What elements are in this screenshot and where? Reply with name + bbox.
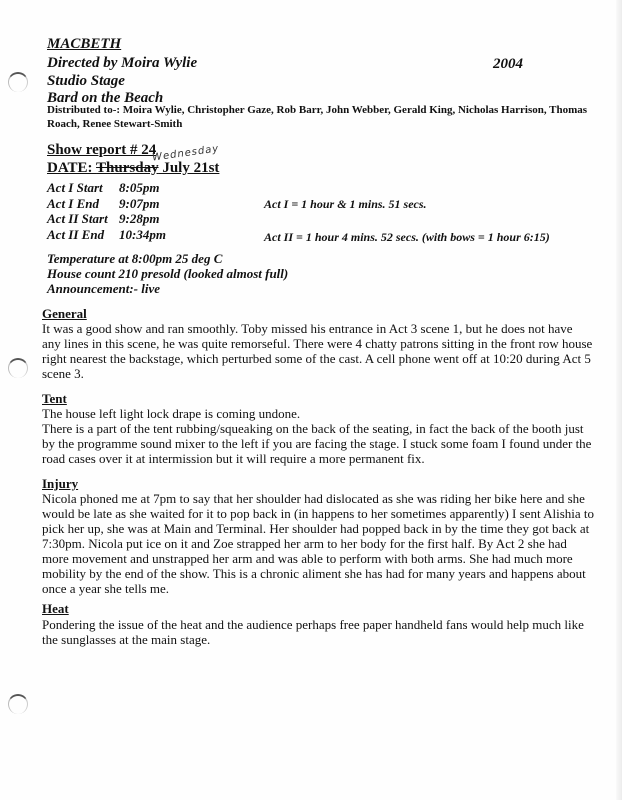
temperature: Temperature at 8:00pm 25 deg C xyxy=(47,251,223,266)
section-heading-general: General xyxy=(42,306,87,321)
act-times-table xyxy=(47,180,166,242)
section-body-injury: Nicola phoned me at 7pm to say that her shoulder had dislocated as she was riding her bike here and she would be late as she waited for it to pop back in (in happens to her sometimes apparently) I sent Alishia to pick her up, she was at Main and Terminal. Her shoulder had popped back in by the time they got back at 7:30pm. Nicola put ice on it and Zoe strapped her arm to her body for the first half. By Act 2 she had more movement and unstrapped her arm and was able to perform with both arms. She had much more mobility by the end of the show. This is a chronic aliment she has had for many years and happens about once a year she tells me. xyxy=(42,491,595,596)
act-time-label: Act I Start xyxy=(47,180,103,195)
act-time-row xyxy=(47,211,166,227)
house-count: House count 210 presold (looked almost full) xyxy=(47,266,289,281)
act-time-value: 8:05pm xyxy=(119,180,160,195)
act-time-row xyxy=(47,227,166,243)
date-rest: July 21st xyxy=(158,160,220,176)
festival-line: Bard on the Beach xyxy=(47,90,164,106)
show-info xyxy=(47,251,288,296)
venue-line: Studio Stage xyxy=(47,73,125,89)
act-time-label: Act II End xyxy=(47,226,105,242)
act-time-label: Act II Start xyxy=(47,211,108,226)
page-edge-shadow xyxy=(616,0,622,800)
section-body-tent: The house left light lock drape is coming undone. There is a part of the tent rubbing/squeaking on the back of the seating, in fact the back of the booth just by the programme sound mixer to the left if you are facing the stage. I stuck some foam I found under the road cases over it at intermission but it will require a more permanent fix. xyxy=(42,406,592,466)
act-time-value: 9:07pm xyxy=(119,195,160,211)
date-prefix: DATE: xyxy=(47,160,97,176)
section-heading-heat: Heat xyxy=(42,601,69,616)
handwritten-correction: Wednesday xyxy=(151,143,220,164)
act-time-label: Act I End xyxy=(47,195,100,211)
director-line: Directed by Moira Wylie xyxy=(47,55,198,71)
show-report-number: Show report # 24 xyxy=(47,142,157,158)
section-heading-tent: Tent xyxy=(42,391,67,406)
hole-punch-icon xyxy=(8,358,28,378)
act-time-row xyxy=(47,180,166,196)
play-title: MACBETH xyxy=(47,36,122,52)
date-struck-day: Thursday xyxy=(96,160,159,176)
act1-duration: Act I = 1 hour & 1 mins. 51 secs. xyxy=(264,197,427,211)
section-body-heat: Pondering the issue of the heat and the audience perhaps free paper handheld fans would help much like the sunglasses at the main stage. xyxy=(42,617,584,647)
section-body-general: It was a good show and ran smoothly. Toby missed his entrance in Act 3 scene 1, but he does not have any lines in this scene, he was quite remorseful. There were 4 chatty patrons sitting in the front row house right nearest the backstage, which perturbed some of the cast. A cell phone went off at 10:20 during Act 5 scene 3. xyxy=(42,321,593,381)
year: 2004 xyxy=(493,56,523,72)
hole-punch-icon xyxy=(8,72,28,92)
act2-duration: Act II = 1 hour 4 mins. 52 secs. (with bows = 1 hour 6:15) xyxy=(264,230,550,244)
act-time-value: 9:28pm xyxy=(119,211,160,226)
announcement: Announcement:- live xyxy=(47,281,161,296)
distribution-list: Distributed to-: Moira Wylie, Christopher Gaze, Rob Barr, John Webber, Gerald King, Nicholas Harrison, Thomas Roach, Renee Stewart-Smith xyxy=(47,104,588,130)
act-time-row xyxy=(47,196,166,212)
hole-punch-icon xyxy=(8,694,28,714)
section-heading-injury: Injury xyxy=(42,476,79,491)
act-time-value: 10:34pm xyxy=(119,226,166,242)
